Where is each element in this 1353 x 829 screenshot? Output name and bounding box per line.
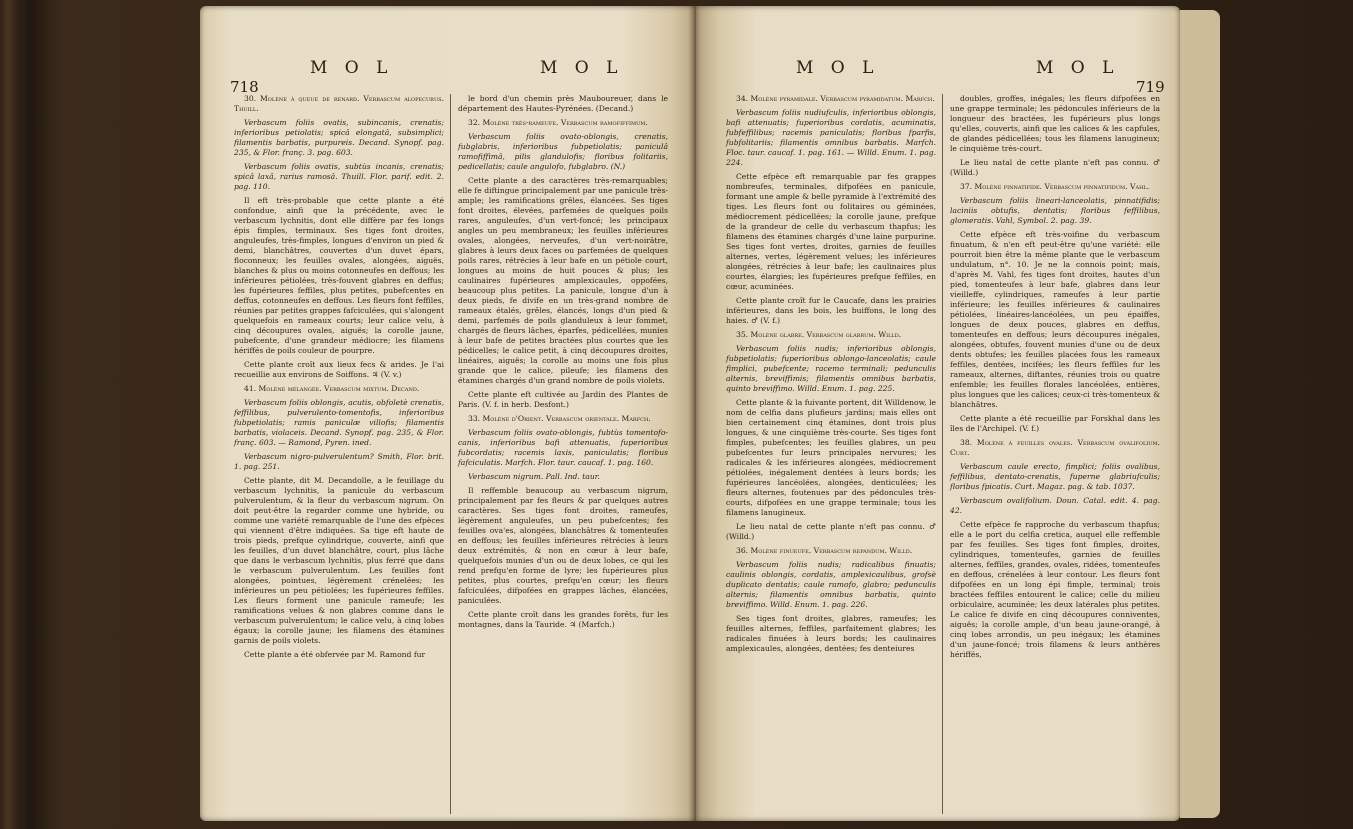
paragraph: Cette plante croît fur le Caucafe, dans les prairies inférieures, dans les bois, les buiffons, le long des haies. ♂ (V. f.): [726, 296, 936, 325]
right-page: [696, 6, 1180, 821]
column-rule-left: [450, 94, 451, 814]
paragraph: Verbascum nigrum. Pall. Ind. taur.: [468, 472, 600, 481]
paragraph: 36. Molène finueufe. Verbascum repandum. Willd.: [736, 546, 913, 555]
paragraph: Verbascum foliis ovato-oblongis, crenatis, fubglabris, inferioribus fubpetiolatis; paniculâ ramofiffimâ, pilis glandulofis; floribus folitariis, pedicellatis; caule angulofo, fubglabro. (N.): [458, 132, 668, 171]
paragraph: Verbascum foliis ovatis, subincanis, crenatis; inferioribus petiolatis; spicâ elongatâ, subsimplici; filamentis barbatis, purpureis. Decand. Synopf. pag. 235, & Flor. franç. 3. pag. 603.: [234, 118, 444, 157]
paragraph: Cette plante, dit M. Decandolle, a le feuillage du verbascum lychnitis, la panicule du verbascum pulverulentum, & la fleur du verbascum nigrum. On doit peut-être la regarder comme une hybride, ou comme une variété remarquable de l'une des efpèces qui viennent d'être indiquées. Sa tige eft haute de trois pieds, prefque cylindrique, couverte, ainfi que les feuilles, d'un duvet blanchâtre, court, plus lâche que dans le verbascum lychnitis, plus ferré que dans le verbascum pulverulentum. Les feuilles font alongées, pointues, légèrement crénelées; les inférieures un peu pétiolées; les fupérieures feffiles. Les fleurs forment une panicule rameufe; les ramifications velues & non glabres comme dans le verbascum pulverulentum; le calice velu, à cinq lobes égaux; la corolle jaune; les filamens des étamines garnis de poils violets.: [234, 476, 444, 645]
paragraph: Verbascum caule erecto, fimplici; foliis ovalibus, feffilibus, dentato-crenatis, fuperne glabriufculis; floribus fpicatis. Curt. Magaz. pag. & tab. 1037.: [950, 462, 1160, 491]
paragraph: Cette plante croît aux lieux fecs & arides. Je l'ai recueillie aux environs de Soiffons. ♃ (V. v.): [234, 360, 444, 379]
column-rule-right: [942, 94, 943, 814]
paragraph: 37. Molène pinnatifide. Verbascum pinnatifidum. Vahl.: [960, 182, 1150, 191]
paragraph: 32. Molène très-rameufe. Verbascum ramofiffimum.: [468, 118, 648, 127]
paragraph: Verbascum foliis nudiufculis, inferioribus oblongis, bafi attenuatis; fuperioribus cordatis, acuminatis, fubfeffilibus; racemis paniculatis; floribus fparfis, fubfolitariis; filamentis omnibus barbatis. Marfch. Floc. taur. caucaf. 1. pag. 161. — Willd. Enum. 1. pag. 224.: [726, 108, 936, 167]
paragraph: Cette plante a été recueillie par Forskhal dans les îles de l'Archipel. (V. f.): [950, 414, 1160, 433]
paragraph: 35. Molène glabre. Verbascum glabrum. Willd.: [736, 330, 902, 339]
paragraph: Le lieu natal de cette plante n'eft pas connu. ♂ (Willd.): [726, 522, 936, 541]
right-column-1: [726, 94, 936, 658]
paragraph: Verbascum ovalifolium. Doun. Catal. edit. 4. pag. 42.: [950, 496, 1160, 515]
paragraph: Il eft très-probable que cette plante a été confondue, ainfi que la précédente, avec le verbascum lychnitis, dont elle diffère par fes longs épis fimples, terminaux. Ses tiges font droites, anguleufes, très-fimples, longues d'environ un pied & demi, blanchâtres, couvertes d'un duvet épars, floconneux; les feuilles ovales, alongées, aiguës, blanches & plus ou moins cotonneufes en deffous; les inférieures pétiolées, très-fouvent glabres en deffus; les fupérieures feffiles, plus petites, pubefcentes en deffus, cotonneufes en deffous. Les fleurs font feffiles, réunies par petites grappes fafciculées, qui s'alongent quelquefois en rameaux courts; leur calice velu, à cinq découpures ovales, aiguës; la corolle jaune, pubefcente, d'une grandeur médiocre; les filamens hériffés de poils couleur de pourpre.: [234, 196, 444, 355]
left-page: [200, 6, 696, 821]
paragraph: Verbascum foliis nudis; radicalibus finuatis; caulinis oblongis, cordatis, amplexicaulibus, grofsè duplicato dentatis; caule ramofo, glabro; pedunculis alternis; filamentis omnibus barbatis, quinto breviffimo. Willd. Enum. 1. pag. 226.: [726, 560, 936, 609]
paragraph: Cette efpèce fe rapproche du verbascum thapfus; elle a le port du celfia cretica, auquel elle reffemble par fes feuilles. Ses tiges font fimples, droites, cylindriques, tomenteufes, garnies de feuilles alternes, feffiles, grandes, ovales, ridées, tomenteufes en deffous, crénelées à leur contour. Les fleurs font difpofées en un long épi fimple, terminal; trois bractées feffiles entourent le calice; celle du milieu orbiculaire, acuminée; les deux latérales plus petites. Le calice fe divife en cinq découpures conniventes, aiguës; la corolle ample, d'un beau jaune-orangé, à cinq lobes arrondis, un peu inégaux; les étamines d'un jaune-foncé; trois filamens & leurs anthères hériffés,: [950, 520, 1160, 659]
right-running-head-2: M O L: [1036, 58, 1120, 78]
paragraph: Verbascum nigro-pulverulentum? Smith, Flor. brit. 1. pag. 251.: [234, 452, 444, 471]
paragraph: 33. Molène d'Orient. Verbascum orientale. Marfch.: [468, 414, 651, 423]
left-folio: 718: [230, 78, 259, 96]
paragraph: Verbascum foliis oblongis, acutis, obfoletè crenatis, feffilibus, pulverulento-tomentofis, inferioribus fubpetiolatis; ramis paniculæ villofis; filamentis barbatis, violaceis. Decand. Synopf. pag. 235, & Flor. franç. 603. — Ramond, Pyren. ined.: [234, 398, 444, 447]
left-column-2: [458, 94, 668, 634]
paragraph: Cette efpèce eft très-voifine du verbascum finuatum, & n'en eft peut-être qu'une variété: elle pourroit bien être la même plante que le verbascum undulatum, n°. 10. Je ne la connois point; mais, d'après M. Vahl, fes tiges font droites, hautes d'un pied, tomenteufes à leur bafe, glabres dans leur vieilleffe, cylindriques, rameufes à leur partie inférieure; les feuilles inférieures & caulinaires pétiolées, linéaires-lancéolées, un peu épaiffes, longues de deux pouces, glabres en deffus, tomenteufes en deffous; leurs découpures inégales, alongées, obtufes, fouvent munies d'une ou de deux dents obtufes; les feuilles placées fous les rameaux feffiles, dentées, incifées; les fleurs feffiles fur les rameaux, alternes, diftantes, réunies trois ou quatre enfemble; les feuilles florales lancéolées, entières, plus longues que les calices; ceux-ci très-tomenteux & blanchâtres.: [950, 230, 1160, 409]
paragraph: Verbascum foliis nudis; inferioribus oblongis, fubpetiolatis; fuperioribus oblongo-lanceolatis; caule fimplici, pubefcente; racemo terminali; pedunculis alternis, breviffimis; filamentis omnibus barbatis, quinto breviffimo. Willd. Enum. 1. pag. 225.: [726, 344, 936, 393]
paragraph: Cette plante croît dans les grandes forêts, fur les montagnes, dans la Tauride. ♃ (Marfch.): [458, 610, 668, 629]
paragraph: Cette efpèce eft remarquable par fes grappes nombreufes, terminales, difpofées en panicule, formant une ample & belle pyramide à l'extrémité des tiges. Les fleurs font ou folitaires ou géminées, médiocrement pédicellées; la corolle jaune, prefque de la grandeur de celle du verbascum thapfus; les filamens des étamines chargés d'une laine purpurine. Ses tiges font vertes, droites, garnies de feuilles alternes, vertes, légèrement velues; les inférieures alongées, rétrécies à leur bafe; les caulinaires plus courtes, élargies; les fupérieures prefque feffiles, en cœur, acuminées.: [726, 172, 936, 291]
paragraph: Verbascum foliis lineari-lanceolatis, pinnatifidis; laciniis obtufis, dentatis; floribus feffilibus, glomeratis. Vahl, Symbol. 2. pag. 39.: [950, 196, 1160, 225]
paragraph: Verbascum foliis ovatis, subtùs incanis, crenatis; spicâ laxâ, rarius ramosâ. Thuill. Flor. parif. edit. 2. pag. 110.: [234, 162, 444, 191]
paragraph: 41. Molène mélangée. Verbascum mixtum. Decand.: [244, 384, 420, 393]
left-running-head-1: M O L: [310, 58, 394, 78]
paragraph: Cette plante a des caractères très-remarquables; elle fe diftingue principalement par une panicule très-ample; les ramifications grêles, élancées. Ses tiges font droites, élevées, parfemées de quelques poils rares, anguleufes, d'un vert-foncé; les principaux angles un peu membraneux; les feuilles inférieures ovales, alongées, nerveufes, d'un vert-noirâtre, glabres à leurs deux faces ou parfemées de quelques poils rares, rétrécies à leur bafe en un pétiole court, longues au moins de huit pouces & plus; les caulinaires fupérieures amplexicaules, oppofées, beaucoup plus petites. La panicule, longue d'un à deux pieds, fe divife en un très-grand nombre de rameaux étalés, grêles, élancés, longs d'un pied & demi, parfemés de poils glanduleux à leur fommet, chargés de fleurs lâches, éparfes, pédicellées, munies à leur bafe de petites bractées plus courtes que les pédicelles; le calice petit, à cinq découpures droites, linéaires, aiguës; la corolle au moins une fois plus grande que le calice, pileufe; les filamens des étamines chargés d'un grand nombre de poils violets.: [458, 176, 668, 385]
page-edges: [1180, 10, 1220, 818]
right-folio: 719: [1136, 78, 1165, 96]
paragraph: Cette plante & la fuivante portent, dit Willdenow, le nom de celfia dans plufieurs jardins; mais elles ont bien certainement cinq étamines, dont trois plus longues, & une cinquième très-courte. Ses tiges font fimples, pubefcentes; les feuilles glabres, un peu pubefcentes fur leurs principales nervures; les radicales & les inférieures alongées, médiocrement pétiolées, inégalement dentées à leurs bords; les fupérieures lancéolées, alongées, denticulées; les fleurs alternes, foutenues par des pédoncules très-courts, difpofées en une grappe terminale; tous les filamens lanugineux.: [726, 398, 936, 517]
paragraph: 30. Molène à queue de renard. Verbascum alopecurus. Thuill.: [234, 94, 444, 113]
paragraph: Cette plante a été obfervée par M. Ramond fur: [244, 650, 426, 659]
paragraph: Il reffemble beaucoup au verbascum nigrum, principalement par fes fleurs & par quelques autres caractères. Ses tiges font droites, rameufes, légèrement anguleufes, un peu pubefcentes; fes feuilles ova'es, alongées, blanchâtres & tomenteufes en deffous; les feuilles inférieures rétrécies à leurs deux extrémités, & non en cœur à leur bafe, quelquefois munies d'un ou de deux lobes, ce qui les rend prefqu'en forme de lyre; les fupérieures plus petites, plus courtes, prefqu'en cœur; les fleurs fafciculées, difpofées en grappes lâches, élancées, paniculées.: [458, 486, 668, 605]
paragraph: 34. Molène pyramidale. Verbascum pyramidatum. Marfch.: [736, 94, 935, 103]
paragraph: Le lieu natal de cette plante n'eft pas connu. ♂ (Willd.): [950, 158, 1160, 177]
right-column-2: [950, 94, 1160, 664]
paragraph: Ses tiges font droites, glabres, rameufes; les feuilles alternes, feffiles, parfaitement glabres; les radicales finuées à leurs bords; les caulinaires amplexicaules, alongées, dentées; fes denteiures: [726, 614, 936, 653]
left-running-head-2: M O L: [540, 58, 624, 78]
paragraph: Cette plante eft cultivée au Jardin des Plantes de Paris. (V. f. in herb. Desfont.): [458, 390, 668, 409]
paragraph: doubles, groffes, inégales; les fleurs difpofées en une grappe terminale; les pédoncules inférieurs de la longueur des bractées, les fupérieurs plus longs qu'elles, couverts, ainfi que les calices & les capfules, de glandes pédicellées; tous les filamens lanugineux; le cinquième très-court.: [950, 94, 1160, 153]
left-column-1: [234, 94, 444, 664]
paragraph: Verbascum foliis ovato-oblongis, fubtùs tomentofo-canis, inferioribus bafi attenuatis, fuperioribus fubcordatis; racemis laxis, paniculatis; floribus fafciculatis. Marfch. Flor. taur. caucaf. 1. pag. 160.: [458, 428, 668, 467]
paragraph: le bord d'un chemin près Mauboureuer, dans le département des Hautes-Pyrénées. (Decand.): [458, 94, 668, 113]
right-running-head-1: M O L: [796, 58, 880, 78]
paragraph: 38. Molène à feuilles ovales. Verbascum ovalifolium. Curt.: [950, 438, 1160, 457]
